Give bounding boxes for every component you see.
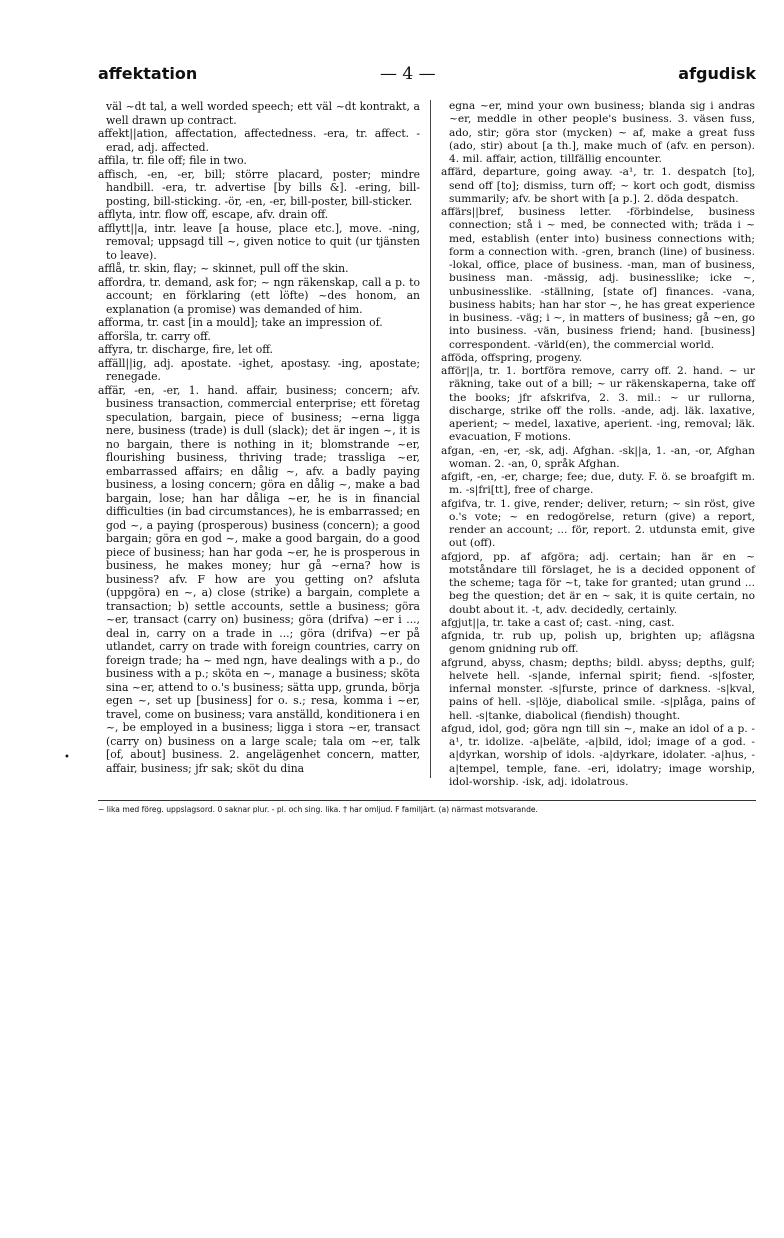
dictionary-entry: afgud, idol, god; göra ngn till sin ~, make an idol of a p. -a¹, tr. idolize. -a|beläte, -a|bild, idol; image of a god. -a|dyrkan, worship of idols. -a|dyrkare, idolater. -a|hus, -a|tempel, temple, fane. -eri, idolatry; image worship, idol-worship. -isk, adj. idolatrous. <box>441 722 755 788</box>
column-divider <box>430 100 431 778</box>
dictionary-entry: affila, tr. file off; file in two. <box>98 154 247 167</box>
page-header <box>98 64 756 90</box>
dictionary-entry: afgnida, tr. rub up, polish up, brighten up; aflägsna genom gnidning rub off. <box>441 630 755 656</box>
dictionary-entry: affärs||bref, business letter. -förbindelse, business connection; stå i ~ med, be connected with; träda i ~ med, establish (enter into) business connections with; form a connection with. -gren, branch (line) of business. -lokal, office, place of business. -man, man of business, business man. -mässig, adj. businesslike; icke ~, unbusinesslike. -ställning, [state of] finances. -vana, business habits; han har stor ~, he has great experience in business. -väg; i ~, in matters of business; gå ~en, go into business. -vän, business friend; hand. [business] correspondent. -värld(en), the commercial world. <box>441 206 755 351</box>
right-column <box>441 100 755 789</box>
dictionary-entry: affär, -en, -er, 1. hand. affair, business; concern; afv. business transaction, commercial enterprise; ett företag speculation, bargain, piece of business; ~erna ligga nere, business (trade) is dull (slack); det är ingen ~, it is no bargain, there is nothing in it; blomstrande ~er, flourishing business, thriving trade; trassliga ~er, embarrassed affairs; en dålig ~, afv. a badly paying business, a losing concern; göra en dålig ~, make a bad bargain, lose; han har dåliga ~er, he is in financial difficulties (in bad circumstances), he is embarrassed; en god ~, a paying (prosperous) business (concern); a good bargain; göra en god ~, make a good bargain, do a good piece of business; han har goda ~er, he is prosperous in business, he makes money; hur gå ~erna? how is business? afv. F how are you getting on? afsluta (uppgöra) en ~, a) close (strike) a bargain, complete a transaction; b) settle accounts, settle a business; göra ~er, transact (carry on) business; göra (drifva) ~er i ..., deal in, carry on a trade in ...; göra (drifva) ~er på utlandet, carry on trade with foreign countries, carry on foreign trade; ha ~ med ngn, have dealings with a p., do business with a p.; sköta en ~, manage a business; sköta sina ~er, attend to o.'s business; sätta upp, grunda, börja egen ~, set up [business] for o. s.; resa, komma i ~er, travel, come on business; vara anställd, konditionera i en ~, be employed in a business; ligga i stora ~er, transact (carry on) business on a large scale; tala om ~er, talk [of, about] business. 2. angelägenhet concern, matter, affair, business; jfr sak; sköt du dina <box>98 383 420 775</box>
margin-mark: • <box>64 752 70 763</box>
dictionary-entry: afflyta, intr. flow off, escape, afv. drain off. <box>98 208 329 221</box>
dictionary-entry: afför||a, tr. 1. bortföra remove, carry off. 2. hand. ~ ur räkning, take out of a bill; ~ ur räkenskaperna, take off the books; jfr afskrifva, 2. 3. mil.: ~ ur rullorna, discharge, strike off the rolls. -ande, adj. läk. laxative, aperient; ~ medel, laxative, aperient. -ing, removal; läk. evacuation, F motions. <box>441 365 755 444</box>
dictionary-entry: affordra, tr. demand, ask for; ~ ngn räkenskap, call a p. to account; en förklaring (ett löfte) ~des honom, an explanation (a promise) was demanded of him. <box>98 275 420 316</box>
dictionary-entry: afgan, -en, -er, -sk, adj. Afghan. -sk||a, 1. -an, -or, Afghan woman. 2. -an, 0, språk Afghan. <box>441 444 755 470</box>
dictionary-entry: väl ~dt tal, a well worded speech; ett väl ~dt kontrakt, a well drawn up contract. <box>106 100 420 127</box>
header-guide-word-right: afgudisk <box>678 64 756 83</box>
header-guide-word-left: affektation <box>98 64 198 83</box>
dictionary-entry: afgjut||a, tr. take a cast of; cast. -ning, cast. <box>441 616 675 629</box>
page-number: — 4 — <box>380 64 436 84</box>
dictionary-entry: afgjord, pp. af afgöra; adj. certain; han är en ~ motståndare till förslaget, he is a decided opponent of the scheme; taga för ~t, take for granted; utan grund ... beg the question; det är en ~ sak, it is quite certain, no doubt about it. -t, adv. decidedly, certainly. <box>441 550 755 616</box>
dictionary-entry: afflå, tr. skin, flay; ~ skinnet, pull off the skin. <box>98 262 349 275</box>
left-column <box>98 100 420 775</box>
dictionary-entry: afgift, -en, -er, charge; fee; due, duty. F. ö. se broafgift m. m. -s|fri[tt], free of charge. <box>441 471 755 497</box>
dictionary-entry: afgrund, abyss, chasm; depths; bildl. abyss; depths, gulf; helvete hell. -s|ande, infernal spirit; fiend. -s|foster, infernal monster. -s|furste, prince of darkness. -s|kval, pains of hell. -s|löje, diabolical smile. -s|plåga, pains of hell. -s|tanke, diabolical (fiendish) thought. <box>441 656 755 722</box>
dictionary-entry: affärd, departure, going away. -a¹, tr. 1. despatch [to], send off [to]; dismiss, turn off; ~ kort och godt, dismiss summarily; afv. be short with [a p.]. 2. döda despatch. <box>441 166 755 205</box>
dictionary-entry: affyra, tr. discharge, fire, let off. <box>98 343 273 356</box>
dictionary-entry: afgifva, tr. 1. give, render; deliver, return; ~ sin röst, give o.'s vote; ~ en redogörelse, return (give) a report, render an account; ... för, report. 2. utdunsta emit, give out (off). <box>441 497 755 550</box>
abbreviation-legend: ~ lika med föreg. uppslagsord. 0 saknar plur. - pl. och sing. lika. † har omljud. F familjärt. (a) närmast motsvarande. <box>98 805 538 814</box>
dictionary-entry: affisch, -en, -er, bill; större placard, poster; mindre handbill. -era, tr. advertise [by bills &]. -ering, bill-posting, bill-sticking. -ör, -en, -er, bill-poster, bill-sticker. <box>98 167 420 208</box>
dictionary-entry: egna ~er, mind your own business; blanda sig i andras ~er, meddle in other people's business. 3. väsen fuss, ado, stir; göra stor (mycken) ~ af, make a great fuss (ado, stir) about [a th.], make much of (afv. en person). 4. mil. affair, action, tillfällig encounter. <box>449 100 755 165</box>
dictionary-entry: afflytt||a, intr. leave [a house, place etc.], move. -ning, removal; uppsagd till ~, given notice to quit (ur tjänsten to leave). <box>98 221 420 262</box>
dictionary-entry: afforma, tr. cast [in a mould]; take an impression of. <box>98 316 383 329</box>
dictionary-entry: affors̈la, tr. carry off. <box>98 329 211 343</box>
dictionary-entry: afföda, offspring, progeny. <box>441 351 583 364</box>
dictionary-entry: affäll||ig, adj. apostate. -ighet, apostasy. -ing, apostate; renegade. <box>98 356 420 383</box>
dictionary-entry: affekt||ation, affectation, affectedness. -era, tr. affect. -erad, adj. affected. <box>98 127 420 154</box>
footer-rule <box>98 800 756 801</box>
